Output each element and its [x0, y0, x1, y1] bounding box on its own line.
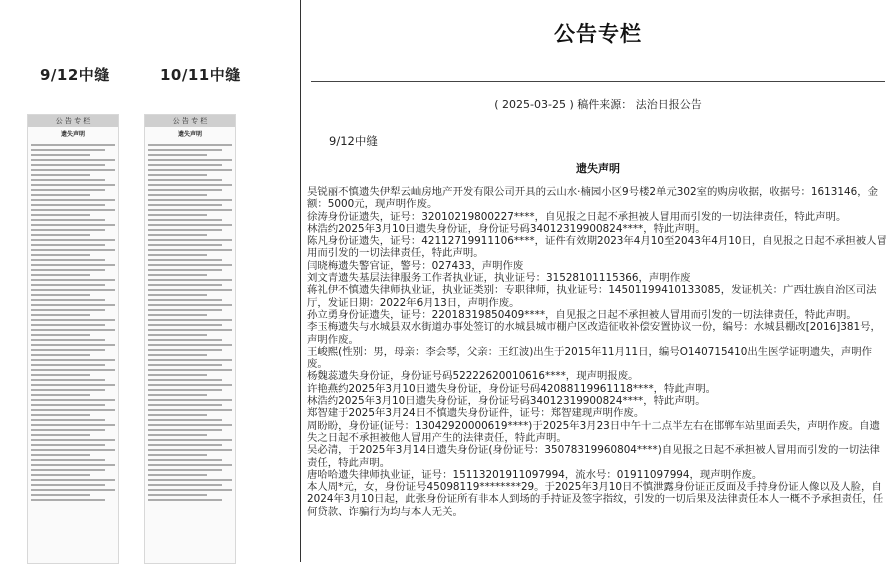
notice-paragraph: 徐涛身份证遗失，证号：32010219800227****，自见报之日起不承担被人冒用而引发的一切法律责任，特此声明。 [307, 210, 847, 223]
thumbnail-line [148, 444, 222, 446]
thumbnail-line [31, 419, 105, 421]
notice-paragraph: 唐哈哈遗失律师执业证，证号：15113201911097994，流水号：01911097994，现声明作废。 [307, 468, 763, 481]
article-meta: ( 2025-03-25 ) 稿件来源： 法治日报公告 [494, 98, 702, 111]
thumbnail-line [148, 159, 232, 161]
thumbnail-line [31, 304, 115, 306]
notice-paragraph: 李玉梅遗失与水城县双水街道办事处签订的水城县城市棚户区改造征收补偿安置协议一份，编号：水城县棚改[2016]381号，声明作废。 [307, 321, 881, 346]
thumbnail-label-9-12: 9/12中缝 [40, 66, 110, 84]
thumbnail-line [31, 344, 115, 346]
thumbnail-line [148, 459, 222, 461]
thumbnail-line [148, 144, 232, 146]
thumbnail-line [31, 424, 115, 426]
notice-paragraph: 王峻熙(性别：男，母亲：李会琴，父亲：王红波)出生于2015年11月11日，编号O140715410出生医学证明遗失，声明作废。 [307, 345, 873, 371]
thumbnail-line [31, 239, 115, 241]
thumbnail-line [31, 399, 115, 401]
thumbnail-line [148, 399, 232, 401]
thumbnail-line [148, 184, 232, 186]
thumbnail-line [148, 484, 222, 486]
notice-paragraph: 林浩约2025年3月10日遗失身份证，身份证号码34012319900824****，特此声明。 [307, 395, 706, 408]
thumbnail-line [148, 469, 222, 471]
notice-paragraph: 杨魏蕊遗失身份证，身份证号码52222620010616****，现声明报废。 [307, 370, 639, 383]
thumbnail-subheader: 遗失声明 [177, 131, 202, 138]
thumbnail-line [31, 369, 115, 371]
thumbnail-header: 公 告 专 栏 [145, 115, 235, 127]
thumbnail-line [148, 209, 232, 211]
thumbnail-line [31, 209, 115, 211]
thumbnail-line [31, 234, 90, 236]
thumbnail-line [31, 354, 90, 356]
thumbnail-line [31, 179, 105, 181]
thumbnail-line [148, 474, 207, 476]
thumbnail-line [31, 244, 105, 246]
thumbnail-line [31, 464, 115, 466]
thumbnail-line [31, 289, 115, 291]
thumbnail-line [31, 499, 105, 501]
thumbnail-line [148, 354, 207, 356]
thumbnail-line [31, 489, 115, 491]
thumbnail-line [148, 319, 232, 321]
thumbnail-line [31, 309, 105, 311]
thumbnail-line [31, 314, 90, 316]
thumbnail-line [148, 234, 207, 236]
thumbnail-line [148, 409, 232, 411]
thumbnail-line [148, 384, 232, 386]
thumbnail-line [31, 484, 105, 486]
thumbnail-line [31, 329, 115, 331]
thumbnail-line [31, 159, 115, 161]
thumbnail-line [31, 404, 105, 406]
notice-paragraph: 周盼盼，身份证(证号：13042920000619****)于2025年3月23日中午十二点半左右在邯郸车站里面丢失，声明作废。自遗失之日起不承担被他人冒用产生的法律责任，特此声明。 [307, 419, 880, 444]
thumbnail-line [31, 274, 90, 276]
thumbnail-line [31, 269, 105, 271]
thumbnail-line [148, 374, 207, 376]
thumbnail-line [148, 344, 232, 346]
thumbnail-line [148, 269, 222, 271]
article [301, 0, 895, 562]
thumbnail-line [31, 154, 90, 156]
thumbnail-line [148, 299, 222, 301]
thumbnail-line [148, 244, 222, 246]
notice-paragraph: 许艳燕约2025年3月10日遗失身份证，身份证号码42088119961118****，特此声明。 [307, 382, 716, 395]
thumbnail-line [31, 469, 105, 471]
notice-paragraph: 闫晓梅遗失警官证，警号：027433，声明作废 [307, 259, 524, 272]
thumbnail-line [31, 359, 115, 361]
thumbnail-line [148, 379, 222, 381]
thumbnail-line [31, 409, 115, 411]
thumbnail-line [148, 489, 232, 491]
thumbnail-line [31, 384, 115, 386]
thumbnail-line [148, 169, 232, 171]
thumbnail-text-lines [28, 139, 118, 506]
thumbnail-line [148, 334, 207, 336]
thumbnail-line [31, 494, 90, 496]
thumbnail-line [148, 219, 222, 221]
thumbnail-line [148, 194, 207, 196]
thumbnail-line [148, 309, 222, 311]
thumbnail-line [31, 174, 90, 176]
thumbnail-line [148, 284, 222, 286]
thumbnail-line [148, 394, 207, 396]
thumbnail-line [31, 164, 105, 166]
thumbnail-line [148, 224, 232, 226]
thumbnail-line [148, 279, 232, 281]
thumbnail-line [148, 259, 222, 261]
thumbnail-line [31, 279, 115, 281]
thumbnail-line [148, 479, 232, 481]
thumbnail-line [148, 429, 222, 431]
thumbnail-line [148, 419, 222, 421]
thumbnail-line [148, 154, 207, 156]
thumbnail-line [31, 374, 90, 376]
thumbnail-line [148, 229, 222, 231]
thumbnail-line [31, 184, 115, 186]
thumbnail-line [148, 364, 222, 366]
thumbnail-line [148, 239, 232, 241]
notice-paragraph: 昊锐丽不慎遗失伊犁云屾房地产开发有限公司开具的云山水·楠园小区9号楼2单元302室的购房收据，收据号：1613146，金额：5000元，现声明作废。 [307, 186, 878, 211]
thumbnail-line [31, 259, 105, 261]
thumbnail-line [31, 379, 105, 381]
thumbnail-line [31, 299, 105, 301]
thumbnail-line [31, 144, 115, 146]
thumbnail-line [148, 439, 232, 441]
thumbnail-line [148, 254, 207, 256]
thumbnail-line [148, 329, 232, 331]
thumbnail-line [148, 174, 207, 176]
page-thumbnails-panel [0, 0, 300, 562]
thumbnail-line [148, 314, 207, 316]
thumbnail-line [31, 219, 105, 221]
thumbnail-line [31, 434, 90, 436]
notice-paragraph: 刘文青遗失基层法律服务工作者执业证，执业证号：31528101115366，声明作废 [307, 272, 691, 285]
thumbnail-line [148, 274, 207, 276]
thumbnail-line [31, 394, 90, 396]
thumbnail-line [31, 439, 115, 441]
thumbnail-line [148, 249, 232, 251]
thumbnail-line [31, 249, 115, 251]
thumbnail-line [148, 189, 222, 191]
thumbnail-line [148, 339, 222, 341]
thumbnail-line [148, 389, 222, 391]
thumbnail-line [31, 199, 115, 201]
thumbnail-line [31, 364, 105, 366]
thumbnail-line [148, 359, 232, 361]
notice-paragraph: 吴必清，于2025年3月14日遗失身份证(身份证号：35078319960804****)自见报之日起不承担被人冒用而引发的一切法律责任，特此声明。 [307, 444, 880, 469]
thumbnail-line [148, 434, 207, 436]
thumbnail-line [31, 224, 115, 226]
thumbnail-line [31, 389, 105, 391]
article-body [307, 186, 889, 518]
thumbnail-line [31, 414, 90, 416]
page-title: 公告专栏 [554, 21, 642, 46]
thumbnail-line [148, 414, 207, 416]
thumbnail-line [148, 454, 207, 456]
thumbnail-line [148, 404, 222, 406]
notice-paragraph: 郑智建于2025年3月24日不慎遗失身份证件，证号：郑智建现声明作废。 [307, 407, 645, 420]
thumbnail-line [31, 149, 105, 151]
thumbnail-line [148, 204, 222, 206]
article-heading: 遗失声明 [576, 162, 620, 175]
thumbnail-line [148, 449, 232, 451]
section-label: 9/12中缝 [329, 134, 378, 148]
notice-paragraph: 陈凡身份证遗失，证号：42112719911106****，证件有效期2023年4月10至2043年4月10日，自见报之日起不承担被人冒用而引发的一切法律责任，特此声明。 [307, 235, 887, 260]
notice-paragraph: 蒋礼伊不慎遗失律师执业证，执业证类别：专职律师，执业证号：14501199410133085，发证机关：广西壮族自治区司法厅，发证日期：2022年6月13日，声明作废。 [307, 284, 877, 309]
thumbnail-line [148, 294, 207, 296]
thumbnail-line [148, 164, 222, 166]
thumbnail-line [31, 169, 115, 171]
thumbnail-line [31, 229, 105, 231]
thumbnail-line [148, 289, 232, 291]
thumbnail-line [148, 369, 232, 371]
thumbnail-page-9-12[interactable] [27, 114, 119, 564]
thumbnail-line [31, 444, 105, 446]
thumbnail-line [31, 319, 115, 321]
thumbnail-line [31, 204, 105, 206]
thumbnail-line [148, 324, 222, 326]
thumbnail-text-lines [145, 139, 235, 506]
thumbnail-line [148, 214, 207, 216]
thumbnail-line [31, 454, 90, 456]
thumbnail-line [31, 214, 90, 216]
thumbnail-label-10-11: 10/11中缝 [160, 66, 241, 84]
notice-paragraph: 本人周*元，女，身份证号45098119********29。于2025年3月10日不慎泄露身份证正反面及手持身份证人像以及人脸，自2024年3月10日起，此张身份证所有非本人到场的手持证及签字指纹，引发的一切后果及法律责任本人一概不予承担责任，任何贷款、诈骗行为均与本人无关。 [307, 481, 884, 518]
title-divider [311, 81, 885, 82]
notice-paragraph: 林浩约2025年3月10日遗失身份证，身份证号码34012319900824****，特此声明。 [307, 222, 706, 235]
thumbnail-line [148, 349, 222, 351]
thumbnail-line [31, 479, 115, 481]
thumbnail-line [148, 464, 232, 466]
thumbnail-line [31, 194, 90, 196]
thumbnail-line [31, 449, 115, 451]
notice-paragraph: 孙立勇身份证遗失，证号：22018319850409****，自见报之日起不承担被人冒用而引发的一切法律责任，特此声明。 [307, 308, 857, 321]
thumbnail-line [31, 294, 90, 296]
thumbnail-line [31, 339, 105, 341]
thumbnail-line [31, 284, 105, 286]
thumbnail-line [31, 474, 90, 476]
thumbnail-subheader: 遗失声明 [60, 131, 85, 138]
thumbnail-line [148, 499, 222, 501]
thumbnail-line [31, 334, 90, 336]
thumbnail-line [31, 429, 105, 431]
thumbnail-line [31, 459, 105, 461]
thumbnail-line [31, 324, 105, 326]
thumbnail-line [148, 199, 232, 201]
thumbnail-line [31, 264, 115, 266]
thumbnail-line [31, 349, 105, 351]
thumbnail-line [148, 304, 232, 306]
thumbnail-line [148, 424, 232, 426]
thumbnail-line [148, 264, 232, 266]
thumbnail-header: 公 告 专 栏 [28, 115, 118, 127]
thumbnail-line [31, 189, 105, 191]
thumbnail-line [148, 494, 207, 496]
thumbnail-line [148, 179, 222, 181]
thumbnail-line [148, 149, 222, 151]
thumbnail-line [31, 254, 90, 256]
thumbnail-page-10-11[interactable] [144, 114, 236, 564]
